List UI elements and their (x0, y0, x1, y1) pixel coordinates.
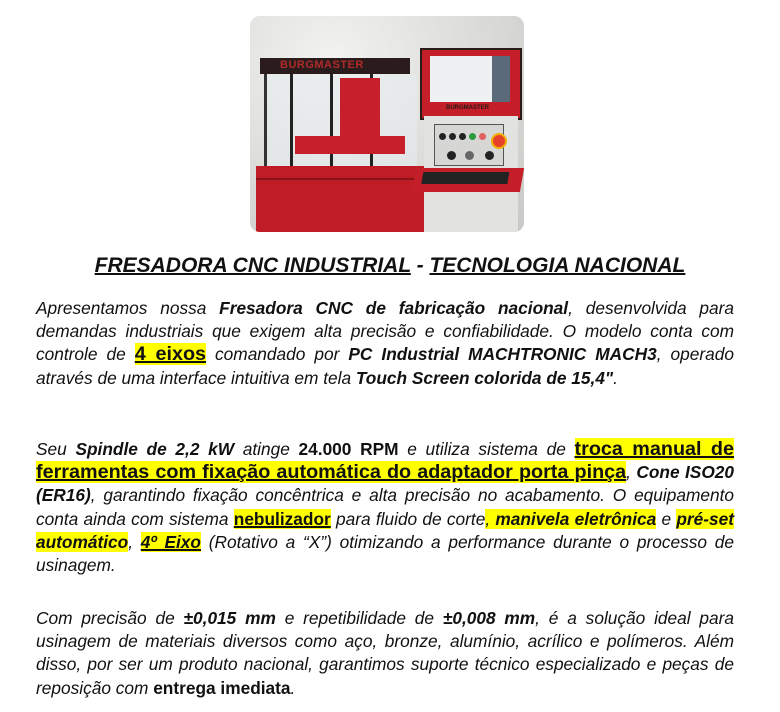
brand-label: BURGMASTER (280, 59, 364, 71)
bold-text: Fresadora CNC de fabricação nacional (219, 298, 569, 318)
green-button-icon (469, 133, 476, 140)
text: , garantindo fixação concêntrica e alta precisão no acabamento. O equipamento conta ainda com sistema (36, 485, 734, 529)
text: Apresentamos nossa (36, 298, 220, 318)
text: Com precisão de (36, 608, 184, 628)
text: e utiliza sistema de (398, 439, 575, 459)
text: , (626, 462, 637, 483)
paragraph-precision (36, 607, 734, 700)
highlight-troca-manual: troca manual de ferramentas com fixação automática do adaptador porta pinça (36, 438, 735, 484)
text: (Rotativo a “X”) otimizando a performance durante o processo de usinagem. (36, 531, 734, 576)
machine-table (295, 136, 405, 154)
highlight-nebulizador: nebulizador (233, 508, 331, 529)
text: e (656, 508, 677, 529)
keyboard (421, 172, 509, 184)
highlight-4-eixos: 4 eixos (134, 343, 207, 366)
knob-icon (439, 133, 446, 140)
text: para fluido de corte (330, 508, 486, 529)
dial-icon (447, 151, 456, 160)
machine-base (256, 166, 434, 232)
text: e repetibilidade de (275, 608, 443, 628)
paragraph-specs (36, 438, 734, 577)
highlight-4-eixo: 4º Eixo (140, 531, 201, 552)
text: atinge (234, 439, 299, 459)
knob-icon (459, 133, 466, 140)
machine-top-bar (260, 58, 410, 74)
bold-text: Spindle de 2,2 kW (75, 439, 235, 459)
emergency-stop-icon (491, 133, 507, 149)
bold-text: ±0,008 mm (442, 608, 536, 628)
monitor-brand-label: BURGMASTER (446, 105, 489, 111)
text: . (613, 367, 618, 388)
bold-text: 24.000 RPM (298, 439, 399, 459)
text: , é a solução ideal para usinagem de materiais diversos como aço, bronze, alumínio, acrílico e polímeros. Além disso, por ser um produto nacional, garantimos suporte técnico especializado e peças de reposição com (36, 608, 735, 698)
bold-text: PC Industrial MACHTRONIC MACH3 (348, 344, 657, 365)
paragraph-intro (36, 297, 734, 390)
touch-screen-monitor (420, 48, 522, 120)
bold-text: Cone ISO20 (ER16) (36, 462, 734, 506)
dial-icon (465, 151, 474, 160)
knob-icon (449, 133, 456, 140)
bold-text: ±0,015 mm (183, 608, 276, 628)
dial-icon (485, 151, 494, 160)
bold-text: Touch Screen colorida de 15,4" (355, 367, 614, 388)
button-plate (434, 124, 504, 166)
text: , operado através de uma interface intuitiva em tela (36, 344, 734, 388)
text: , (128, 531, 141, 552)
document-title (0, 254, 780, 278)
title-separator: - (410, 254, 430, 277)
red-button-icon (479, 133, 486, 140)
text: , (485, 508, 496, 529)
highlight-preset: pré-set automático (36, 508, 734, 552)
cnc-machine-photo (250, 16, 524, 232)
monitor-screen (430, 56, 510, 102)
keyboard-tray (412, 168, 524, 192)
text: , desenvolvida para demandas industriais que exigem alta precisão e confiabilidade. O modelo conta com controle de (36, 298, 734, 365)
title-part1: FRESADORA CNC INDUSTRIAL (94, 254, 411, 277)
highlight-manivela: manivela eletrônica (495, 508, 657, 529)
title-part2: TECNOLOGIA NACIONAL (429, 254, 686, 277)
text: . (290, 677, 296, 698)
text: comandado por (206, 344, 349, 365)
text: Seu (36, 439, 76, 459)
bold-text: entrega imediata (153, 677, 291, 698)
